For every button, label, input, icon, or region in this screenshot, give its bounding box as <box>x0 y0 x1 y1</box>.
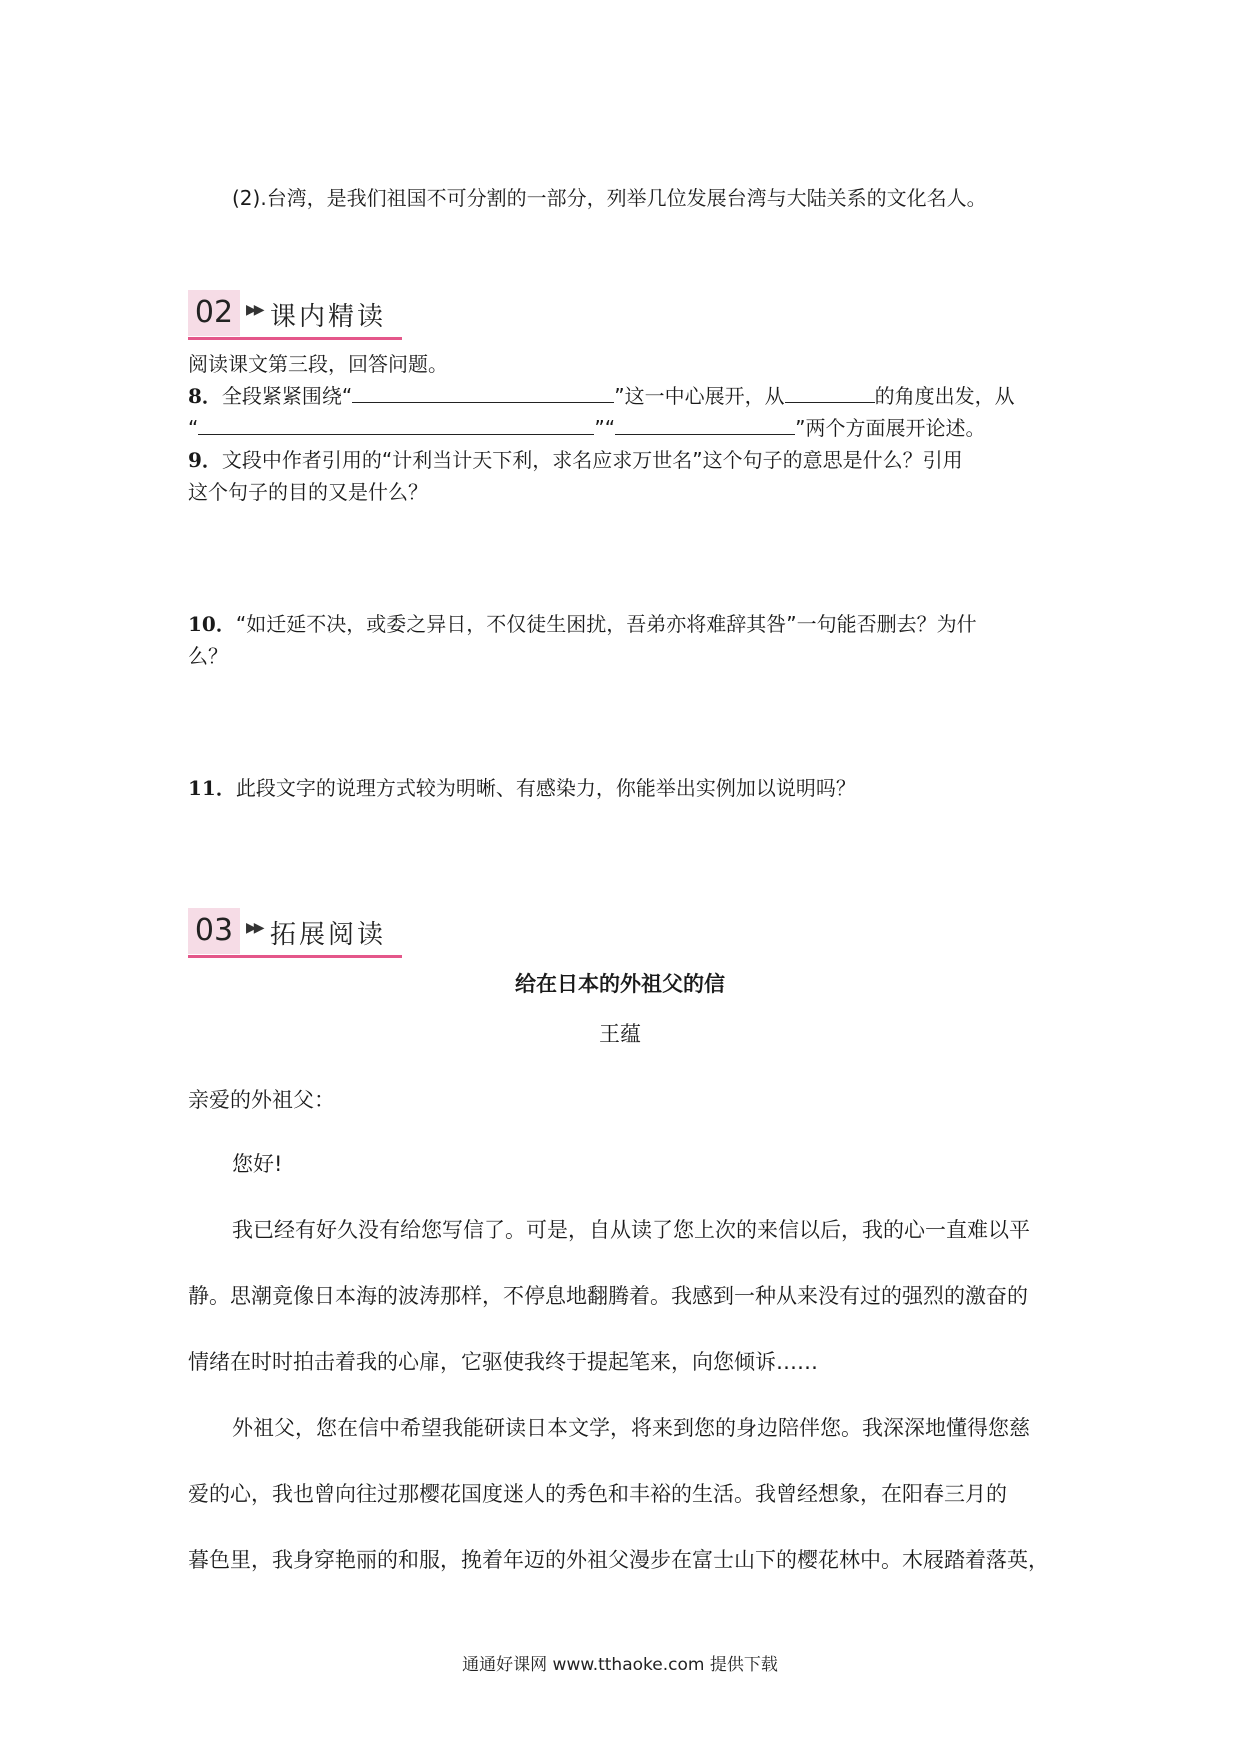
question-number: 8． <box>188 384 222 408</box>
section-underline <box>188 955 402 958</box>
question-number: 10． <box>188 612 236 636</box>
question-text: ”这一中心展开，从 <box>614 384 785 408</box>
question-text: ”两个方面展开论述。 <box>795 416 986 440</box>
question-number: 9． <box>188 448 222 472</box>
question-text: 文段中作者引用的“计利当计天下利，求名应求万世名”这个句子的意思是什么？引用 <box>221 448 963 472</box>
question-9-line-1 <box>188 446 963 474</box>
double-arrow-icon: ▶▶ <box>246 302 262 318</box>
answer-blank[interactable] <box>198 414 594 435</box>
article-author: 王蕴 <box>599 1022 641 1046</box>
section-header-02 <box>188 290 402 340</box>
article-title: 给在日本的外祖父的信 <box>515 972 725 996</box>
section-title: 拓展阅读 <box>270 920 387 950</box>
section-header-03 <box>188 908 402 958</box>
paragraph-2-line-1: 外祖父，您在信中希望我能研读日本文学，将来到您的身边陪伴您。我深深地懂得您慈 <box>232 1416 1030 1440</box>
question-11 <box>188 774 856 802</box>
paragraph-2-line-2: 爱的心，我也曾向往过那樱花国度迷人的秀色和丰裕的生活。我曾经想象，在阳春三月的 <box>188 1482 1007 1506</box>
double-arrow-icon: ▶▶ <box>246 920 262 936</box>
question-text: “ <box>188 416 199 440</box>
answer-blank[interactable] <box>785 382 875 403</box>
question-text: “如迁延不决，或委之异日，不仅徒生困扰，吾弟亦将难辞其咎”一句能否删去？为什 <box>235 612 977 636</box>
intro-question: (2).台湾，是我们祖国不可分割的一部分，列举几位发展台湾与大陆关系的文化名人。 <box>232 186 987 210</box>
section-number: 03 <box>188 908 240 954</box>
question-text: 的角度出发，从 <box>874 384 1015 408</box>
paragraph-1-line-3: 情绪在时时拍击着我的心扉，它驱使我终于提起笔来，向您倾诉…… <box>188 1350 818 1374</box>
section-underline <box>188 337 402 340</box>
letter-salutation: 亲爱的外祖父： <box>188 1088 335 1112</box>
letter-greeting: 您好! <box>232 1152 283 1176</box>
question-text: ”“ <box>594 416 616 440</box>
answer-blank[interactable] <box>615 414 795 435</box>
question-8-line-2 <box>188 414 985 442</box>
page-footer: 通通好课网 www.tthaoke.com 提供下载 <box>462 1655 778 1675</box>
answer-blank[interactable] <box>352 382 614 403</box>
question-10-line-1 <box>188 610 977 638</box>
question-9-line-2: 这个句子的目的又是什么？ <box>188 480 428 504</box>
paragraph-2-line-3: 暮色里，我身穿艳丽的和服，挽着年迈的外祖父漫步在富士山下的樱花林中。木屐踏着落英， <box>188 1548 1049 1572</box>
section-number: 02 <box>188 290 240 336</box>
question-8-line-1 <box>188 382 1015 410</box>
question-text: 全段紧紧围绕“ <box>221 384 353 408</box>
paragraph-1-line-1: 我已经有好久没有给您写信了。可是，自从读了您上次的来信以后，我的心一直难以平 <box>232 1218 1030 1242</box>
paragraph-1-line-2: 静。思潮竟像日本海的波涛那样，不停息地翻腾着。我感到一种从来没有过的强烈的激奋的 <box>188 1284 1028 1308</box>
question-text: 此段文字的说理方式较为明晰、有感染力，你能举出实例加以说明吗？ <box>235 776 856 800</box>
question-number: 11． <box>188 776 236 800</box>
question-10-line-2: 么？ <box>188 644 228 668</box>
section-instruction: 阅读课文第三段，回答问题。 <box>188 352 448 376</box>
section-title: 课内精读 <box>270 302 387 332</box>
